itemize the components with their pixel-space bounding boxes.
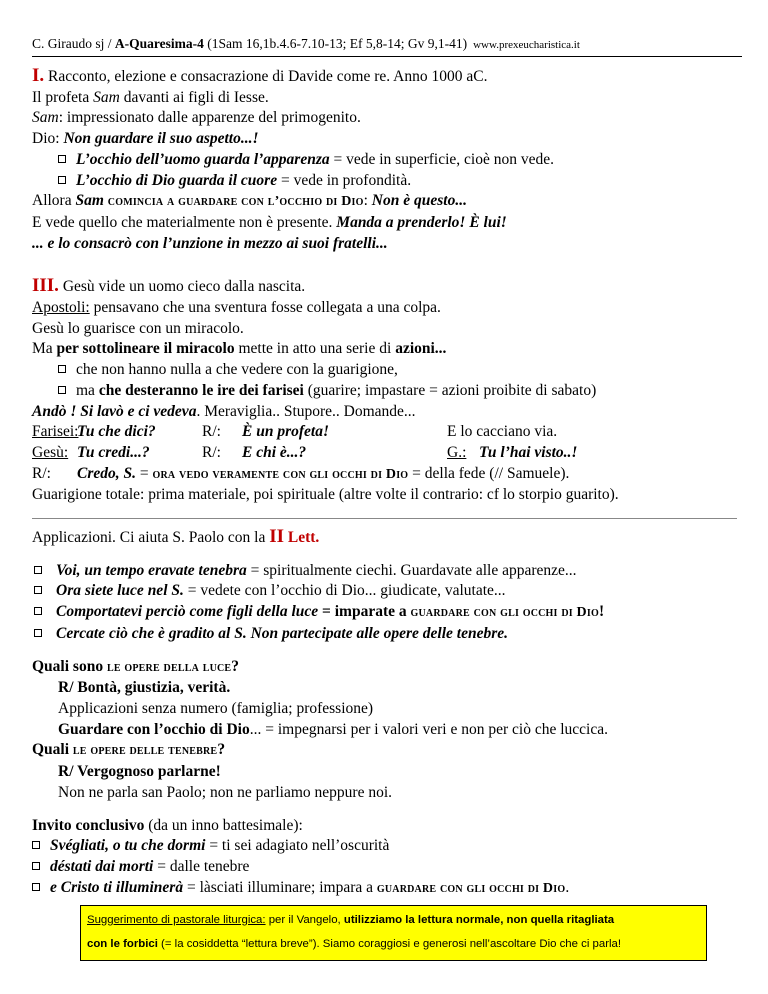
list-item: che non hanno nulla a che vedere con la guarigione, — [32, 360, 742, 381]
square-bullet-icon — [58, 155, 66, 163]
section-3-title: Gesù vide un uomo cieco dalla nascita. — [58, 278, 306, 296]
header-divider — [32, 56, 742, 57]
section-3-number: III. — [32, 275, 59, 297]
square-bullet-icon — [34, 566, 42, 574]
dialogue-line: R/: Credo, S. = ora vedo veramente con gli occhi di Dio = della fede (// Samuele). — [32, 464, 570, 482]
list-item: e Cristo ti illuminerà = làsciati illuminare; impara a guardare con gli occhi di Dio. — [32, 878, 742, 900]
list-item: L’occhio dell’uomo guarda l’apparenza = vede in superficie, cioè non vede. — [32, 150, 742, 171]
list-item: Cercate ciò che è gradito al S. Non partecipate alle opere delle tenebre. — [32, 624, 742, 645]
text-line: Non ne parla san Paolo; non ne parliamo neppure noi. — [58, 783, 393, 801]
square-bullet-icon — [34, 586, 42, 594]
list-item: L’occhio di Dio guarda il cuore = vede in profondità. — [32, 171, 742, 192]
text-line: ... e lo consacrò con l’unzione in mezzo ai suoi fratelli... — [32, 234, 388, 252]
square-bullet-icon — [58, 365, 66, 373]
spacer — [32, 804, 742, 816]
suggestion-line-1: Suggerimento di pastorale liturgica: per il Vangelo, utilizziamo la lettura normale, non quella ritagliata — [87, 914, 615, 926]
text-line: E vede quello che materialmente non è presente. Manda a prenderlo! È lui! — [32, 213, 507, 231]
section-divider — [32, 518, 737, 519]
section-3-heading — [32, 276, 742, 298]
spacer — [32, 645, 742, 657]
text-line: Guardare con l’occhio di Dio... = impegnarsi per i valori veri e non per ciò che luccica. — [58, 720, 608, 738]
text-line: Andò ! Si lavò e ci vedeva. Meraviglia.. Stupore.. Domande... — [32, 402, 416, 420]
square-bullet-icon — [32, 841, 40, 849]
suggestion-line-2: con le forbici (= la cosiddetta “lettura breve”). Siamo coraggiosi e generosi nell’ascoltare Dio che ci parla! — [87, 938, 622, 950]
list-item: ma che desteranno le ire dei farisei (guarire; impastare = azioni proibite di sabato) — [32, 381, 742, 402]
spacer — [32, 254, 742, 276]
square-bullet-icon — [58, 386, 66, 394]
list-item: Svégliati, o tu che dormi = ti sei adagiato nell’oscurità — [32, 836, 742, 857]
text-line: Ma per sottolineare il miracolo mette in atto una serie di azioni... — [32, 340, 447, 358]
section-1-number: I. — [32, 65, 45, 86]
answer-line: R/ Bontà, giustizia, verità. — [58, 679, 231, 697]
list-item: Comportatevi perciò come figli della luce = imparate a guardare con gli occhi di Dio! — [32, 602, 742, 624]
header-author: C. Giraudo sj / — [32, 36, 115, 51]
spacer — [32, 549, 742, 561]
header-refs: (1Sam 16,1b.4.6-7.10-13; Ef 5,8-14; Gv 9,1-41) — [203, 36, 468, 51]
text-line: Apostoli: pensavano che una sventura fosse collegata a una colpa. — [32, 299, 441, 317]
page-header — [32, 36, 742, 52]
square-bullet-icon — [34, 607, 42, 615]
square-bullet-icon — [32, 883, 40, 891]
text-line: Allora Sam comincia a guardare con l’occhio di Dio: Non è questo... — [32, 192, 467, 210]
text-line: Dio: Non guardare il suo aspetto...! — [32, 130, 259, 148]
section-1-heading — [32, 66, 742, 88]
document-body — [32, 66, 742, 899]
list-item: Ora siete luce nel S. = vedete con l’occhio di Dio... giudicate, valutate... — [32, 581, 742, 602]
list-item: déstati dai morti = dalle tenebre — [32, 857, 742, 878]
answer-line: R/ Vergognoso parlarne! — [58, 763, 221, 781]
text-line: Applicazioni senza numero (famiglia; professione) — [58, 699, 374, 717]
header-site: www.prexeucharistica.it — [473, 39, 580, 51]
question-line: Quali sono le opere della luce? — [32, 657, 240, 675]
header-title: A-Quaresima-4 — [114, 36, 204, 51]
conclusion-heading: Invito conclusivo (da un inno battesimale): — [32, 816, 303, 834]
text-line: Il profeta Sam davanti ai figli di Iesse. — [32, 88, 269, 106]
question-line: Quali le opere delle tenebre? — [32, 741, 226, 759]
liturgical-suggestion-box — [80, 905, 707, 961]
list-item: Voi, un tempo eravate tenebra = spiritualmente ciechi. Guardavate alle apparenze... — [32, 561, 742, 582]
section-1-title: Racconto, elezione e consacrazione di Davide come re. Anno 1000 aC. — [44, 68, 488, 85]
square-bullet-icon — [32, 862, 40, 870]
square-bullet-icon — [58, 176, 66, 184]
text-line: Guarigione totale: prima materiale, poi spirituale (altre volte il contrario: cf lo storpio guarito). — [32, 486, 619, 504]
text-line: Gesù lo guarisce con un miracolo. — [32, 319, 244, 337]
square-bullet-icon — [34, 629, 42, 637]
applications-heading: Applicazioni. Ci aiuta S. Paolo con la II Lett. — [32, 526, 320, 548]
text-line: Sam: impressionato dalle apparenze del primogenito. — [32, 109, 361, 127]
dialogue-line: Gesù: Tu credi...? R/: E chi è...? G.: Tu l’hai visto..! — [32, 443, 578, 461]
dialogue-line: Farisei:Tu che dici? R/: È un profeta! E lo cacciano via. — [32, 423, 558, 441]
